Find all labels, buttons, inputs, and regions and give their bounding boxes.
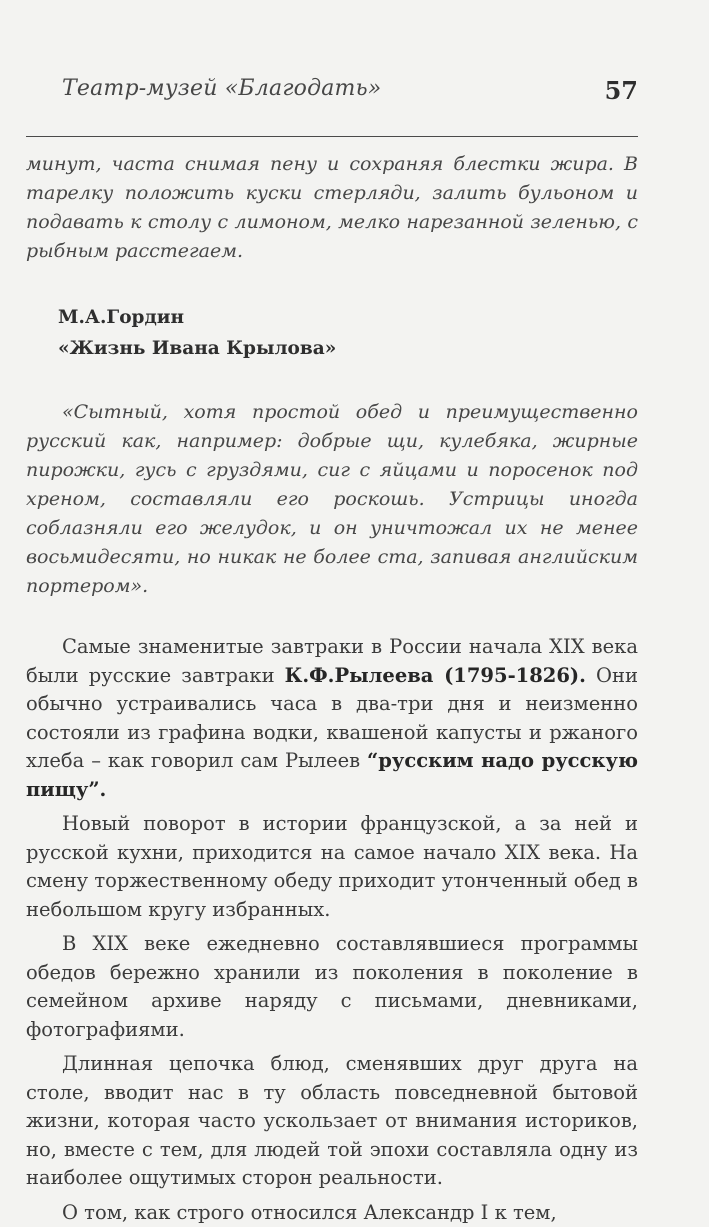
running-title: Театр-музей «Благодать» xyxy=(62,76,381,101)
citation-title: «Жизнь Ивана Крылова» xyxy=(58,333,638,364)
body-paragraph: О том, как строго относился Александр I к тем, xyxy=(26,1199,638,1227)
body-paragraph: Новый поворот в истории французской, а за ней и русской кухни, приходится на самое начало XIX века. На смену торжественному обеду приходит утонченный обед в небольшом кругу избранных. xyxy=(26,810,638,924)
citation-heading xyxy=(58,302,638,364)
body-paragraph: В XIX веке ежедневно составлявшиеся программы обедов бережно хранили из поколения в поколение в семейном архиве наряду с письмами, дневниками, фотографиями. xyxy=(26,930,638,1044)
recipe-continuation: минут, часта снимая пену и сохраняя блестки жира. В тарелку положить куски стерляди, залить бульоном и подавать к столу с лимоном, мелко нарезанной зеленью, с рыбным расстегаем. xyxy=(26,150,638,266)
body-paragraph xyxy=(26,633,638,804)
running-header xyxy=(62,76,638,112)
page-content xyxy=(26,150,638,1227)
paragraph-text: Они обычно устраивались часа в два-три дня и неизменно состояли из графина водки, квашеной капусты и ржаного хлеба – как говорил сам Рылеев xyxy=(26,664,638,773)
rylеev-quote-bold: “русским надо русскую пищу”. xyxy=(26,749,638,801)
body-paragraph: Длинная цепочка блюд, сменявших друг друга на столе, вводит нас в ту область повседневной бытовой жизни, которая часто ускользает от внимания историков, но, вместе с тем, для людей той эпохи составляла одну из наиболее ощутимых сторон реальности. xyxy=(26,1050,638,1193)
rylеev-name-bold: К.Ф.Рылеева (1795-1826). xyxy=(285,664,586,687)
page-number: 57 xyxy=(605,76,638,105)
quote-block: «Сытный, хотя простой обед и преимущественно русский как, например: добрые щи, кулебяка, жирные пирожки, гусь с груздями, сиг с яйцами и поросенок под хреном, составляли его роскошь. Устрицы иногда соблазняли его желудок, и он уничтожал их не менее восьмидесяти, но никак не более ста, запивая английским портером». xyxy=(26,398,638,601)
paragraph-text: Самые знаменитые завтраки в России начала XIX века были русские завтраки xyxy=(26,635,638,687)
header-rule xyxy=(26,136,638,137)
citation-author: М.А.Гордин xyxy=(58,302,638,333)
